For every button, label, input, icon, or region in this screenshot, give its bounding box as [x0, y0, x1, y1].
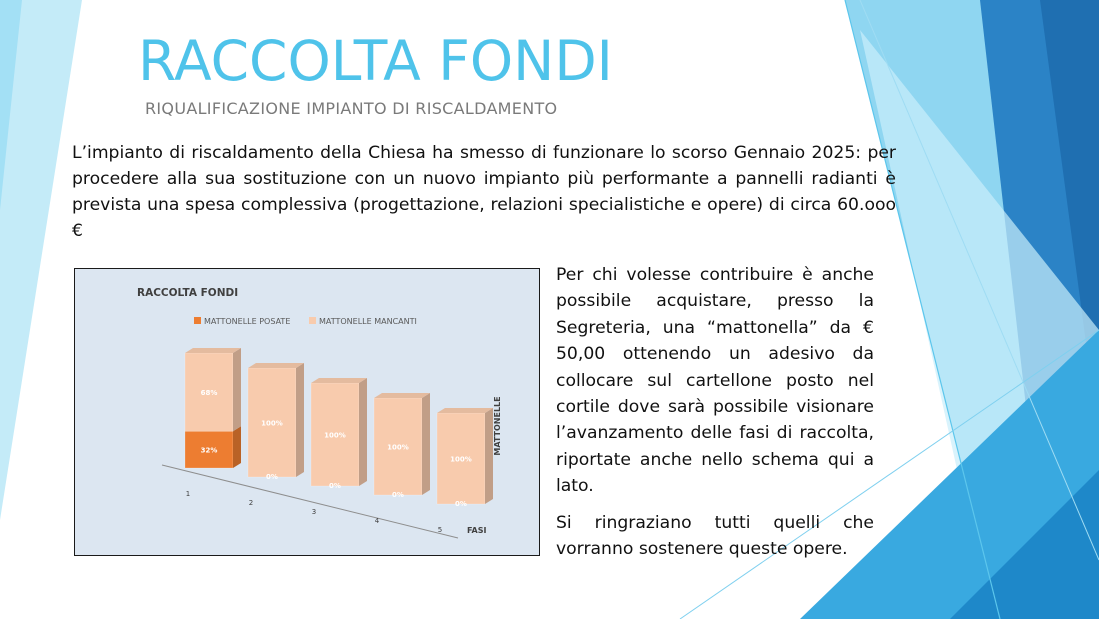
data-label: 32% [200, 446, 218, 455]
x-tick-label: 1 [185, 490, 191, 498]
bar-side [233, 426, 241, 468]
x-tick-label: 5 [437, 526, 443, 534]
bar-top [248, 363, 304, 368]
bar-side [485, 408, 493, 504]
page-subtitle: RIQUALIFICAZIONE IMPIANTO DI RISCALDAMENTO [145, 99, 558, 118]
data-label: 0% [455, 500, 467, 508]
data-label: 100% [387, 443, 409, 452]
data-label: 0% [266, 473, 278, 481]
x-tick-label: 3 [311, 508, 317, 516]
bar-top [311, 378, 367, 383]
data-label: 68% [200, 389, 218, 398]
legend-swatch-posate [194, 317, 201, 324]
bar-top [185, 348, 241, 353]
x-tick-label: 4 [374, 517, 380, 525]
page-title: RACCOLTA FONDI [138, 29, 613, 93]
chart-title: RACCOLTA FONDI [137, 287, 239, 299]
side-text [556, 262, 874, 562]
bar-side [422, 393, 430, 495]
data-label: 0% [392, 491, 404, 499]
bar-side [296, 363, 304, 477]
bar-side [359, 378, 367, 486]
bar-top [437, 408, 493, 413]
y-axis-title: MATTONELLE [493, 396, 502, 456]
data-label: 100% [450, 455, 472, 464]
intro-paragraph: L’impianto di riscaldamento della Chiesa ha smesso di funzionare lo scorso Gennaio 2025: per procedere alla sua sostituzione con un nuovo impianto più performante a pannelli radianti è prevista una spesa complessiva (progettazione, relazioni specialistiche e opere) di circa 60.ooo € [72, 143, 896, 241]
legend-label-posate: MATTONELLE POSATE [204, 317, 291, 326]
bar-top [374, 393, 430, 398]
bar-side [233, 348, 241, 431]
data-label: 0% [329, 482, 341, 490]
x-tick-label: 2 [248, 499, 254, 507]
contribution-paragraph: Per chi volesse contribuire è anche possibile acquistare, presso la Segreteria, una “mattonella” da € 50,00 ottenendo un adesivo da collocare sul cartellone posto nel cortile dove sarà possibile visionare l’avanzamento delle fasi di raccolta, riportate anche nello schema qui a lato. [556, 265, 874, 497]
thanks-paragraph: Si ringraziano tutti quelli che vorranno sostenere queste opere. [556, 512, 874, 560]
data-label: 100% [324, 431, 346, 440]
x-axis-title: FASI [467, 526, 487, 535]
legend-label-mancanti: MATTONELLE MANCANTI [319, 317, 417, 326]
data-label: 100% [261, 419, 283, 428]
fundraising-chart [74, 268, 540, 556]
legend-swatch-mancanti [309, 317, 316, 324]
